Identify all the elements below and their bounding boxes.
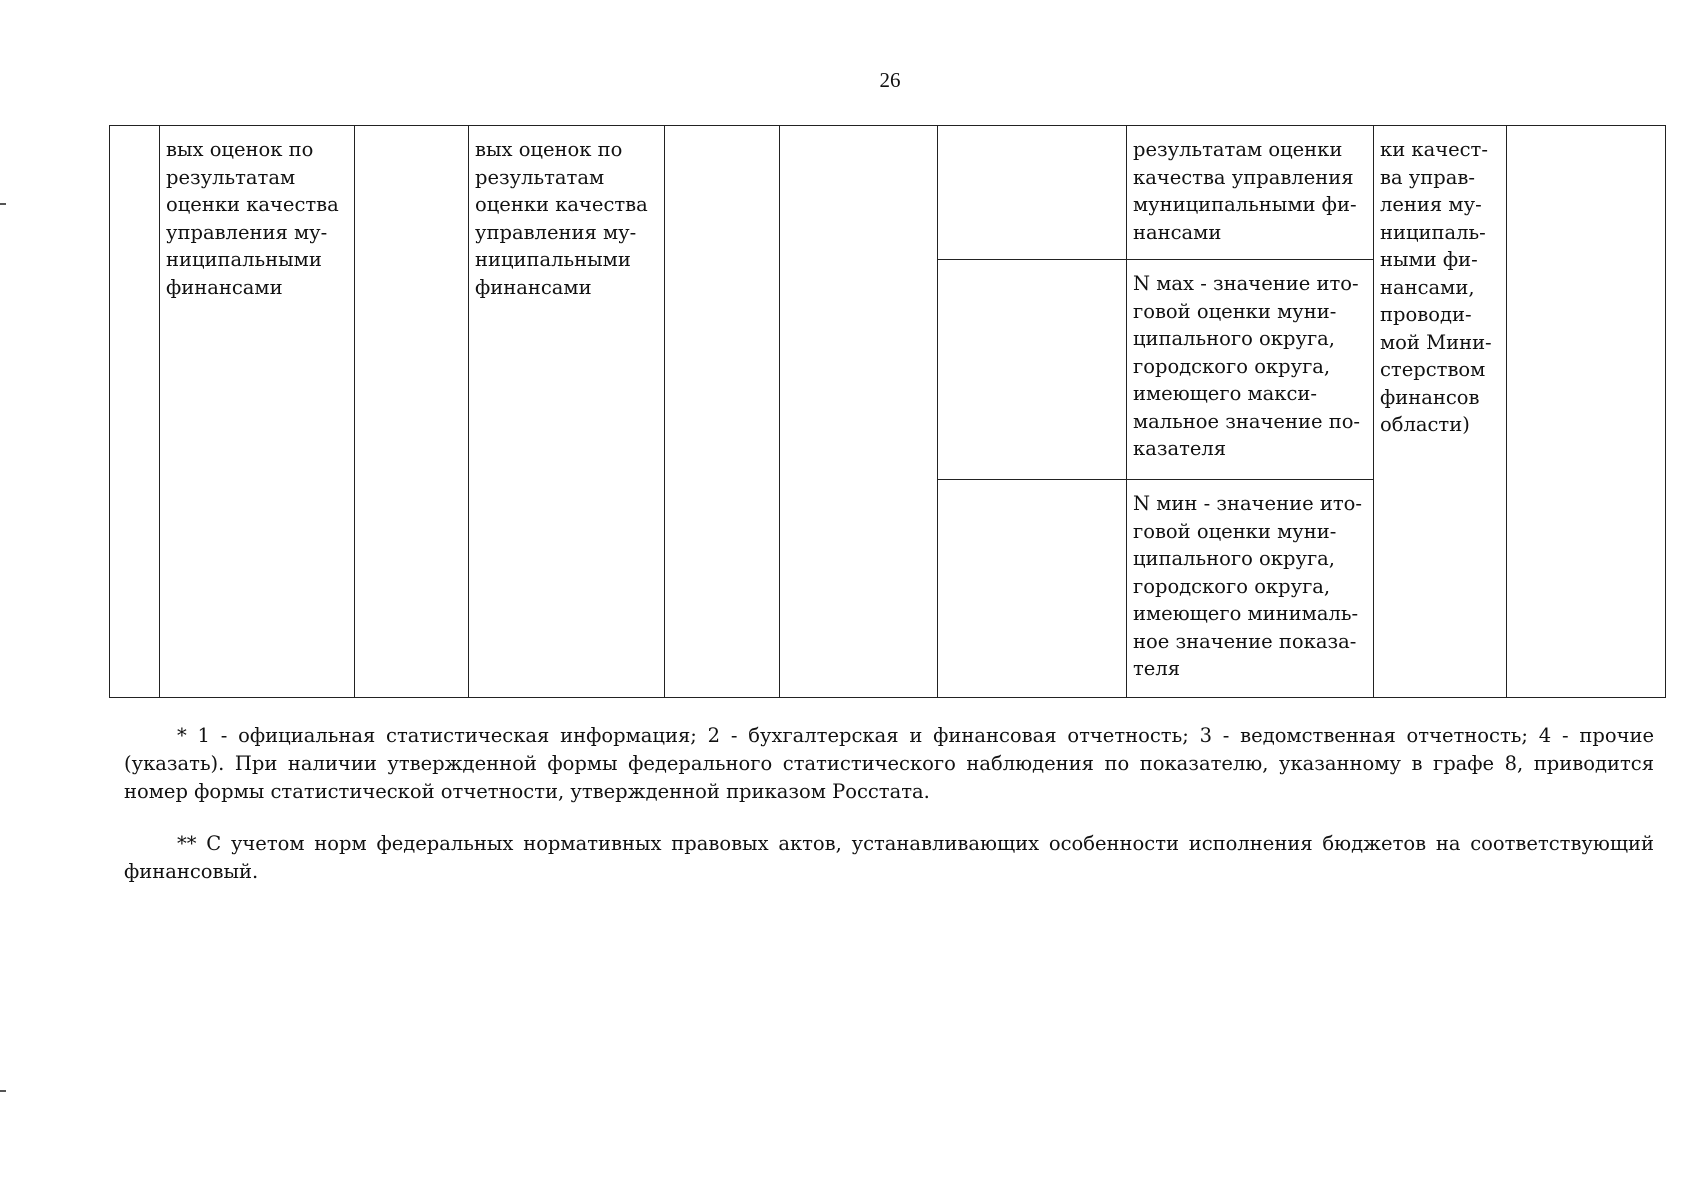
table-cell-col7-row2 [938, 260, 1127, 480]
footnote-regulations: ** С учетом норм федеральных нормативных правовых актов, устанавливающих особенности исполнения бюджетов на соответствующий финансовый. [124, 832, 1654, 883]
footnote-sources: * 1 - официальная статистическая информация; 2 - бухгалтерская и финансовая отчетность; 3 - ведомственная отчетность; 4 - прочие (указать). При наличии утвержденной формы федерального статистического наблюдения по показателю, указанному в графе 8, приводится номер формы статистической отчетности, утвержденной приказом Росстата. [124, 724, 1654, 803]
page-number: 26 [879, 68, 901, 92]
table-row [110, 126, 1666, 260]
table-cell-col3 [355, 126, 469, 698]
table-cell-col4: вых оценок по результатам оценки качества управления му- ниципальными финансами [469, 126, 665, 698]
table-cell-col5 [665, 126, 780, 698]
table-cell-col6 [780, 126, 938, 698]
table-cell-col8-row1: результатам оценки качества управления муниципальными фи- нансами [1127, 126, 1374, 260]
footnotes [124, 722, 1654, 910]
table-cell-col10 [1507, 126, 1666, 698]
table-cell-col8-row2: N мах - значение ито- говой оценки муни- ципального округа, городского округа, имеющего макси- мальное значение по- казателя [1127, 260, 1374, 480]
table-cell-col2: вых оценок по результатам оценки качества управления му- ниципальными финансами [160, 126, 355, 698]
table-cell-col7-row1 [938, 126, 1127, 260]
scan-edge-mark [0, 1090, 6, 1092]
scan-edge-mark [0, 203, 6, 205]
table-cell-col7-row3 [938, 480, 1127, 698]
table-cell-col8-row3: N мин - значение ито- говой оценки муни- ципального округа, городского округа, имеющего минималь- ное значение показа- теля [1127, 480, 1374, 698]
indicator-table [109, 125, 1666, 698]
table-cell-col9: ки качест- ва управ- ления му- ниципаль- ными фи- нансами, проводи- мой Мини- стерством финансов области) [1374, 126, 1507, 698]
table-cell-col1 [110, 126, 160, 698]
